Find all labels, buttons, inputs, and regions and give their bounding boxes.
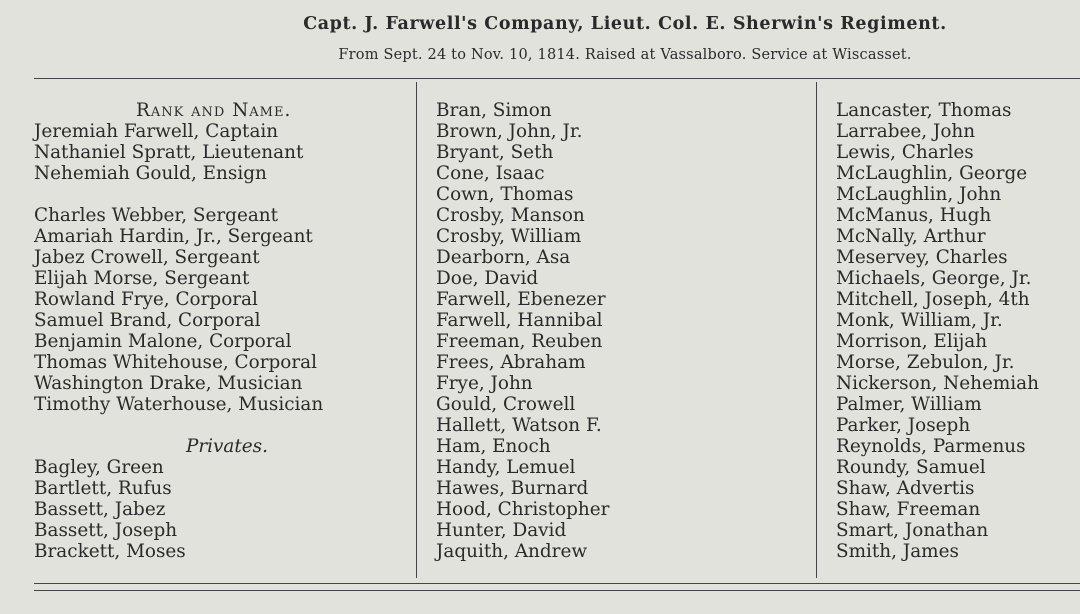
roster-entry: Palmer, William [836, 394, 982, 415]
roster-entry: Smart, Jonathan [836, 520, 989, 541]
roster-entry: Freeman, Reuben [436, 331, 603, 352]
rank-and-name-heading: Rank and Name. [136, 100, 292, 121]
roster-entry: Amariah Hardin, Jr., Sergeant [34, 226, 313, 247]
roster-entry: Nickerson, Nehemiah [836, 373, 1039, 394]
roster-entry: Jabez Crowell, Sergeant [34, 247, 260, 268]
roster-entry: Elijah Morse, Sergeant [34, 268, 250, 289]
roster-entry: McLaughlin, George [836, 163, 1028, 184]
roster-column-1 [34, 100, 323, 562]
roster-entry: Farwell, Ebenezer [436, 289, 606, 310]
roster-entry: Cown, Thomas [436, 184, 574, 205]
roster-entry: Nehemiah Gould, Ensign [34, 163, 267, 184]
roster-entry: Frye, John [436, 373, 533, 394]
roster-entry: Larrabee, John [836, 121, 976, 142]
roster-entry: Frees, Abraham [436, 352, 586, 373]
roster-entry: Parker, Joseph [836, 415, 971, 436]
roster-entry: Bagley, Green [34, 457, 164, 478]
column-divider-2 [816, 82, 817, 578]
roster-entry: Monk, William, Jr. [836, 310, 1003, 331]
roster-entry: Shaw, Advertis [836, 478, 975, 499]
privates-list-col2 [436, 100, 609, 562]
roster-entry: Lancaster, Thomas [836, 100, 1012, 121]
roster-column-2 [436, 100, 609, 562]
roster-entry: Gould, Crowell [436, 394, 576, 415]
roster-entry: Rowland Frye, Corporal [34, 289, 258, 310]
bottom-rule-1 [34, 583, 1080, 584]
roster-entry: Hallett, Watson F. [436, 415, 602, 436]
roster-entry: Jaquith, Andrew [436, 541, 588, 562]
roster-entry: Dearborn, Asa [436, 247, 571, 268]
page-title: Capt. J. Farwell's Company, Lieut. Col. E. Sherwin's Regiment. [303, 14, 947, 34]
officers-list [34, 121, 323, 184]
roster-entry: Benjamin Malone, Corporal [34, 331, 292, 352]
roster-entry: Brackett, Moses [34, 541, 186, 562]
ncos-list [34, 205, 323, 415]
privates-list-col3 [836, 100, 1039, 562]
roster-entry: Crosby, William [436, 226, 582, 247]
roster-entry: Farwell, Hannibal [436, 310, 603, 331]
roster-entry: Timothy Waterhouse, Musician [34, 394, 324, 415]
roster-column-3 [836, 100, 1039, 562]
roster-entry: Doe, David [436, 268, 539, 289]
column-divider-1 [416, 82, 417, 578]
roster-entry: Charles Webber, Sergeant [34, 205, 279, 226]
roster-entry: Hood, Christopher [436, 499, 610, 520]
bottom-rule-2 [34, 590, 1080, 591]
roster-entry: Bran, Simon [436, 100, 552, 121]
roster-entry: Bryant, Seth [436, 142, 554, 163]
roster-entry: Roundy, Samuel [836, 457, 986, 478]
roster-entry: Mitchell, Joseph, 4th [836, 289, 1030, 310]
roster-entry: McManus, Hugh [836, 205, 992, 226]
roster-entry: Bassett, Joseph [34, 520, 178, 541]
privates-heading: Privates. [186, 436, 268, 457]
roster-entry: Bartlett, Rufus [34, 478, 172, 499]
roster-entry: Smith, James [836, 541, 959, 562]
roster-entry: Nathaniel Spratt, Lieutenant [34, 142, 304, 163]
roster-entry: Crosby, Manson [436, 205, 585, 226]
roster-entry: Thomas Whitehouse, Corporal [34, 352, 317, 373]
roster-entry: Bassett, Jabez [34, 499, 166, 520]
roster-entry: Jeremiah Farwell, Captain [34, 121, 279, 142]
roster-entry: Hawes, Burnard [436, 478, 589, 499]
page-subtitle: From Sept. 24 to Nov. 10, 1814. Raised at Vassalboro. Service at Wiscasset. [338, 47, 912, 63]
roster-entry: Handy, Lemuel [436, 457, 576, 478]
roster-entry: McNally, Arthur [836, 226, 986, 247]
roster-entry: Cone, Isaac [436, 163, 545, 184]
roster-entry: Morse, Zebulon, Jr. [836, 352, 1015, 373]
privates-list-col1 [34, 457, 323, 562]
roster-entry: Michaels, George, Jr. [836, 268, 1032, 289]
roster-entry: Hunter, David [436, 520, 567, 541]
roster-entry: Ham, Enoch [436, 436, 551, 457]
roster-entry: Meservey, Charles [836, 247, 1008, 268]
roster-entry: McLaughlin, John [836, 184, 1002, 205]
roster-entry: Lewis, Charles [836, 142, 974, 163]
roster-entry: Morrison, Elijah [836, 331, 988, 352]
roster-entry: Shaw, Freeman [836, 499, 981, 520]
roster-entry: Samuel Brand, Corporal [34, 310, 261, 331]
roster-entry: Reynolds, Parmenus [836, 436, 1026, 457]
roster-entry: Brown, John, Jr. [436, 121, 583, 142]
top-rule [34, 78, 1080, 79]
roster-entry: Washington Drake, Musician [34, 373, 303, 394]
